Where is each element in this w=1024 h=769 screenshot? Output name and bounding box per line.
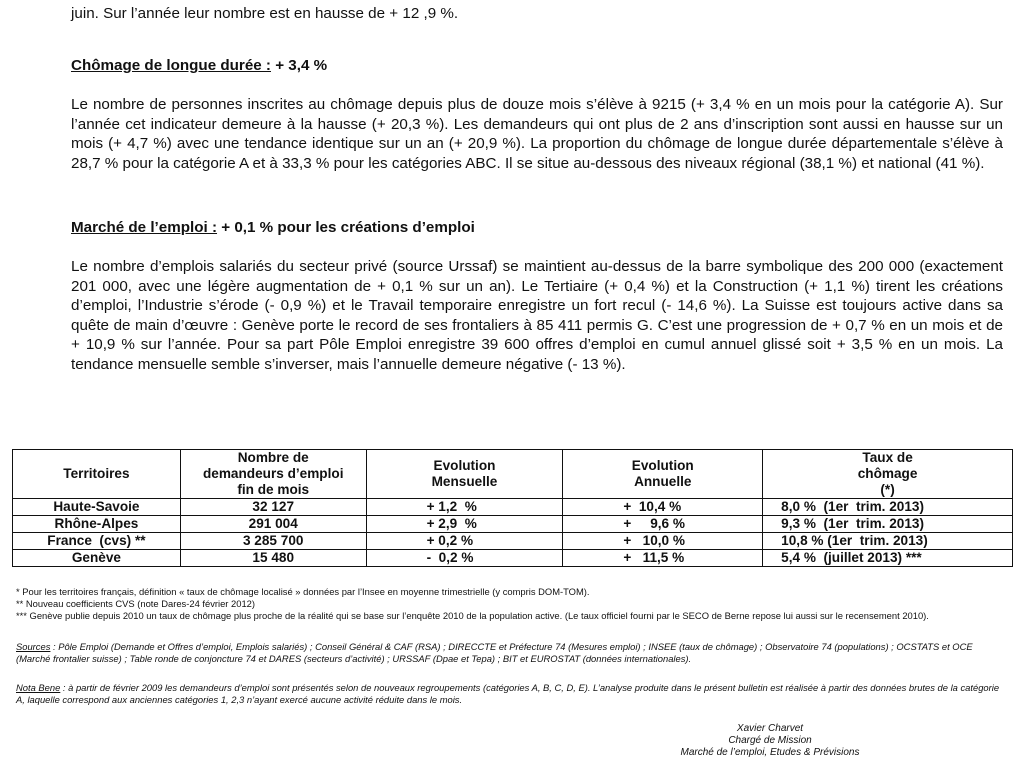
intro-tail-text: juin. Sur l’année leur nombre est en hausse de + 12 ,9 %. [71, 5, 459, 22]
header-taux-line2: chômage [857, 466, 918, 481]
marche-paragraph: Le nombre d’emplois salariés du secteur privé (source Urssaf) se maintient au-dessus de la barre symbolique des 200 000 (exactement 201 000, avec une légère augmentation de + 0,1 % sur un an). Le Tertiaire (+ 0,4 %) et la Construction (+ 1,1 %) tirent les créations d’emploi, l’Industrie s’érode (- 0,9 %) et le Travail temporaire enregistre un fort recul (- 14,6 %). La Suisse est toujours active dans sa quête de main d’œuvre : Genève porte le record de ses frontaliers à 85 411 permis G. C’est une progression de + 0,7 % en un mois et de + 10,9 % sur l’année. Pour sa part Pôle Emploi enregistre 39 600 offres d’emploi en cumul annuel glissé soit + 3,5 % en un mois. La tendance mensuelle semble s’inverser, mais l’annuelle demeure négative (- 13 %). [71, 258, 1003, 373]
sources-note [16, 641, 1008, 664]
cell-mensuelle: + 0,2 % [366, 533, 563, 550]
cell-nombre: 3 285 700 [180, 533, 366, 550]
header-territoires: Territoires [13, 450, 181, 499]
cell-territoire: Rhône-Alpes [13, 516, 181, 533]
cell-territoire: Haute-Savoie [13, 499, 181, 516]
nota-bene-note [16, 682, 1008, 705]
cell-annuelle: + 9,6 % [563, 516, 763, 533]
cell-mensuelle: + 2,9 % [366, 516, 563, 533]
header-annuelle-line1: Evolution [631, 458, 694, 473]
cell-mensuelle: + 1,2 % [366, 499, 563, 516]
table-row [13, 550, 1013, 567]
marche-heading [71, 219, 475, 236]
cell-nombre: 15 480 [180, 550, 366, 567]
cell-annuelle: + 10,0 % [563, 533, 763, 550]
header-mensuelle-line2: Mensuelle [431, 474, 498, 489]
cell-annuelle: + 10,4 % [563, 499, 763, 516]
table-row [13, 499, 1013, 516]
statistics-table [12, 449, 1013, 567]
nota-bene-label: Nota Bene [16, 682, 61, 693]
signature-role: Chargé de Mission [728, 735, 812, 746]
footnote-1: * Pour les territoires français, définition « taux de chômage localisé » données par l’Insee en moyenne trimestrielle (y compris DOM-TOM). [16, 586, 590, 597]
cell-taux: 5,4 % (juillet 2013) *** [763, 550, 1013, 567]
cell-nombre: 32 127 [180, 499, 366, 516]
table-row [13, 516, 1013, 533]
cell-territoire: France (cvs) ** [13, 533, 181, 550]
nota-bene-text: : à partir de février 2009 les demandeurs d’emploi sont présentés selon de nouveaux regroupements (catégories A, B, C, D, E). L’analyse produite dans le présent bulletin est réalisée à partir des données brutes de la catégorie A, laquelle correspond aux anciennes catégories 1, 2,3 n’ayant exercé aucune activité réduite dans le mois. [16, 682, 1000, 705]
table-row [13, 533, 1013, 550]
header-nombre-line2: demandeurs d’emploi [202, 466, 344, 481]
header-taux-line3: (*) [880, 482, 895, 497]
marche-heading-label: Marché de l’emploi : [71, 219, 218, 236]
cell-nombre: 291 004 [180, 516, 366, 533]
cell-mensuelle: - 0,2 % [366, 550, 563, 567]
header-nombre-line1: Nombre de [237, 450, 309, 465]
sources-label: Sources [16, 641, 51, 652]
cell-taux: 9,3 % (1er trim. 2013) [763, 516, 1013, 533]
header-annuelle [563, 450, 763, 499]
footnote-2: ** Nouveau coefficients CVS (note Dares-24 février 2012) [16, 598, 256, 609]
header-annuelle-line2: Annuelle [634, 474, 692, 489]
table-header-row [13, 450, 1013, 499]
header-taux-line1: Taux de [862, 450, 913, 465]
marche-heading-value: + 0,1 % pour les créations d’emploi [217, 219, 475, 236]
chomage-heading-value: + 3,4 % [271, 57, 328, 74]
cell-annuelle: + 11,5 % [563, 550, 763, 567]
chomage-heading-label: Chômage de longue durée : [71, 57, 271, 74]
header-nombre [180, 450, 366, 499]
chomage-paragraph: Le nombre de personnes inscrites au chômage depuis plus de douze mois s’élève à 9215 (+ 3,4 % en un mois pour la catégorie A). Sur l’année cet indicateur demeure à la hausse (+ 20,3 %). Les demandeurs qui ont plus de 2 ans d’inscription sont aussi en hausse sur un mois (+ 4,7 %) avec une tendance identique sur un an (+ 20,9 %). La proportion du chômage de longue durée départementale s’élève à 28,7 % pour la catégorie A et à 33,3 % pour les catégories ABC. Il se situe au-dessous des niveaux régional (38,1 %) et national (41 %). [71, 96, 1003, 172]
chomage-heading [71, 57, 327, 74]
header-mensuelle [366, 450, 563, 499]
signature-block [640, 723, 900, 759]
sources-text: : Pôle Emploi (Demande et Offres d’emploi, Emplois salariés) ; Conseil Général & CAF (RSA) ; DIRECCTE et Préfecture 74 (Mesures emploi) ; INSEE (taux de chômage) ; Observatoire 74 (populations) ; OCSTATS et OCE (Marché frontalier suisse) ; Table ronde de conjoncture 74 et DARES (secteurs d’activité) ; URSSAF (Dpae et Tepa) ; BIT et EUROSTAT (données internationales). [16, 641, 973, 664]
header-nombre-line3: fin de mois [237, 482, 310, 497]
header-taux [763, 450, 1013, 499]
signature-name: Xavier Charvet [736, 723, 804, 734]
signature-dept: Marché de l’emploi, Etudes & Prévisions [680, 747, 860, 758]
cell-territoire: Genève [13, 550, 181, 567]
footnote-3: *** Genève publie depuis 2010 un taux de chômage plus proche de la réalité qui se base sur l’enquête 2010 de la population active. (Le taux officiel fourni par le SECO de Berne repose lui aussi sur le recensement 2010). [16, 610, 929, 621]
cell-taux: 10,8 % (1er trim. 2013) [763, 533, 1013, 550]
cell-taux: 8,0 % (1er trim. 2013) [763, 499, 1013, 516]
header-mensuelle-line1: Evolution [433, 458, 496, 473]
